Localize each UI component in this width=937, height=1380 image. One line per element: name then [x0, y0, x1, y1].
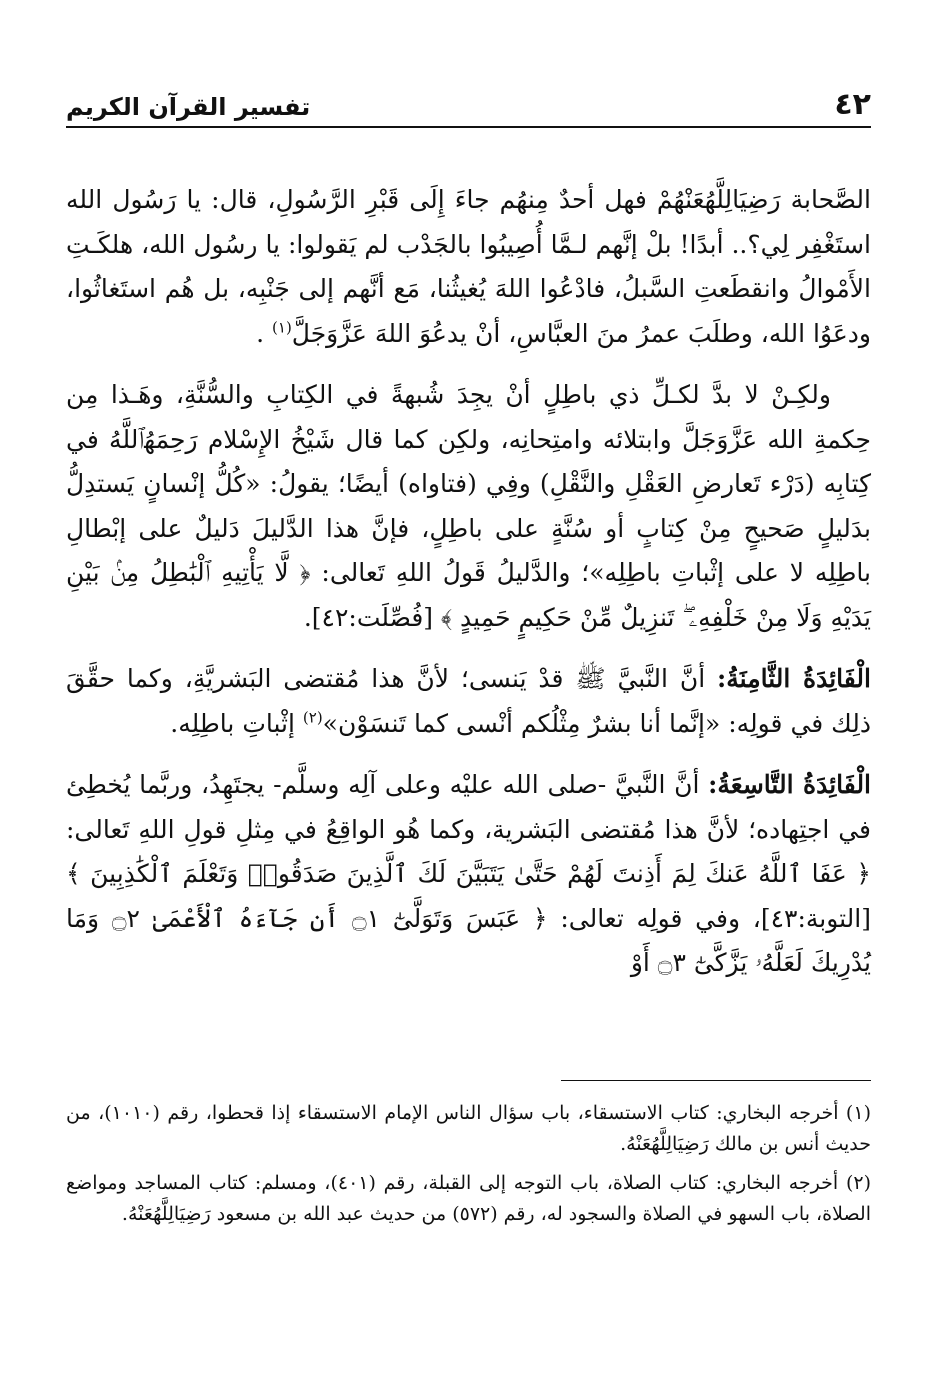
quran-verse-fussilat: ﴿ لَّا يَأْتِيهِ ٱلْبَٰطِلُ مِنۢ بَيْنِ يَدَيْهِ وَلَا مِنْ خَلْفِهِۦ ۖ تَنزِيلٌ مِّنْ حَكِيمٍ حَمِيدٍ ﴾: [66, 558, 871, 632]
paragraph-4: [66, 763, 871, 986]
paragraph-1: [66, 178, 871, 356]
paragraph-2-text: ولكِـنْ لا بدَّ لكـلِّ ذي باطِلٍ أنْ يجِدَ شُبهةً في الكِتابِ والسُّنَّةِ، وهَـذا مِن حِكمةِ الله عَزَّوَجَلَّ وابتلائه وامتِحانِه، ولكِن كما قال شَيْخُ الإِسْلام رَحِمَهُٱللَّهُ في كِتابِه (دَرْء تَعارضِ العَقْلِ والنَّقْلِ) وفِي (فتاواه) أيضًا؛ يقولُ: «كُلُّ إنْسانٍ يَستدِلُّ بدَليلٍ صَحيحٍ مِنْ كِتابٍ أو سُنَّةٍ على باطِلٍ، فإنَّ هذا الدَّليلَ دَليلٌ على إبْطالِ باطِلِه لا على إثْباتِ باطِلِه»؛ والدَّليلُ قَولُ اللهِ تَعالى:: [66, 380, 872, 587]
quran-citation-fussilat: [فُصِّلَت:٤٢].: [303, 602, 434, 632]
paragraph-3-text: أنَّ النَّبيَّ ﷺ قدْ يَنسى؛ لأنَّ هذا مُقتضى البَشريَّةِ، وكما حقَّقَ ذلِك في قولِه: «إنَّما أنا بشرٌ مِثْلُكم أنْسى كما تَنسَوْن»: [66, 664, 871, 738]
main-text: [66, 178, 871, 1003]
footnote-ref-1: (١): [272, 318, 292, 337]
paragraph-2: [66, 373, 871, 640]
paragraph-3: [66, 657, 871, 746]
paragraph-3-end: إثْباتِ باطِلِه.: [170, 708, 295, 738]
quran-citation-tawbah: [التوبة:٤٣]، وفي قولِه تعالى:: [560, 903, 871, 933]
footnote-ref-2: (٢): [302, 708, 323, 727]
page-header: [66, 86, 871, 128]
footnotes: [66, 1098, 871, 1238]
quran-verse-tawbah: ﴿ عَفَا ٱللَّهُ عَنكَ لِمَ أَذِنتَ لَهُمْ حَتَّىٰ يَتَبَيَّنَ لَكَ ٱلَّذِينَ صَدَقُوا۟ وَتَعْلَمَ ٱلْكَٰذِبِينَ ﴾: [66, 859, 871, 888]
page-number: ٤٢: [834, 87, 871, 122]
paragraph-4-text: أنَّ النَّبيَّ -صلى الله عليْه وعلى آلِه وسلَّم- يجتَهِدُ، وربَّما يُخطِئ في اجتِهاده؛ لأنَّ هذا مُقتضى البَشرية، وكما هُو الواقِعُ في مِثلِ قولِ اللهِ تَعالى:: [66, 770, 871, 844]
footnote-divider: [561, 1080, 871, 1081]
quran-verse-abasa: ﴿ عَبَسَ وَتَوَلَّىٰٓ ۝١ أَن جَآءَهُ ٱلْأَعْمَىٰ ۝٢ وَمَا يُدْرِيكَ لَعَلَّهُۥ يَزَّكَّىٰٓ ۝٣ أَوْ: [66, 903, 871, 977]
benefit-heading-eighth: الْفَائِدَةُ الثَّامِنَةُ:: [717, 664, 871, 693]
running-title: تفسير القرآن الكريم: [66, 93, 311, 121]
paragraph-1-text: الصَّحابة رَضِيَالِلَّهُعَنْهُمْ فهل أحدٌ مِنهُم جاءَ إِلَى قَبْرِ الرَّسُولِ، قال: يا رَسُول الله استَغْفِر لِي؟.. أبدًا! بلْ إنَّهم لـمَّا أُصِيبُوا بالجَدْب لم يَقولوا: يا رسُول الله، هلكَـتِ الأَمْوالُ وانقطَعتِ السَّبلُ، فادْعُوا اللهَ يُغيثُنا، مَع أنَّهم إلى جَنْبِه، بل هُم استَغاثُوا، ودعَوُا الله، وطلَبَ عمرُ منَ العبَّاسِ، أنْ يدعُوَ اللهَ عَزَّوَجَلَّ: [66, 185, 871, 348]
footnote-2: (٢) أخرجه البخاري: كتاب الصلاة، باب التوجه إلى القبلة، رقم (٤٠١)، ومسلم: كتاب المساجد ومواضع الصلاة، باب السهو في الصلاة والسجود له، رقم (٥٧٢) من حديث عبد الله بن مسعود رَضِيَالِلَّهُعَنْهُ.: [66, 1172, 871, 1225]
footnote-1: (١) أخرجه البخاري: كتاب الاستسقاء، باب سؤال الناس الإمام الاستسقاء إذا قحطوا، رقم (١٠١٠)، من حديث أنس بن مالك رَضِيَالِلَّهُعَنْهُ.: [66, 1102, 871, 1155]
paragraph-1-end: .: [256, 318, 265, 348]
benefit-heading-ninth: الْفَائِدَةُ التَّاسِعَةُ:: [708, 770, 872, 799]
